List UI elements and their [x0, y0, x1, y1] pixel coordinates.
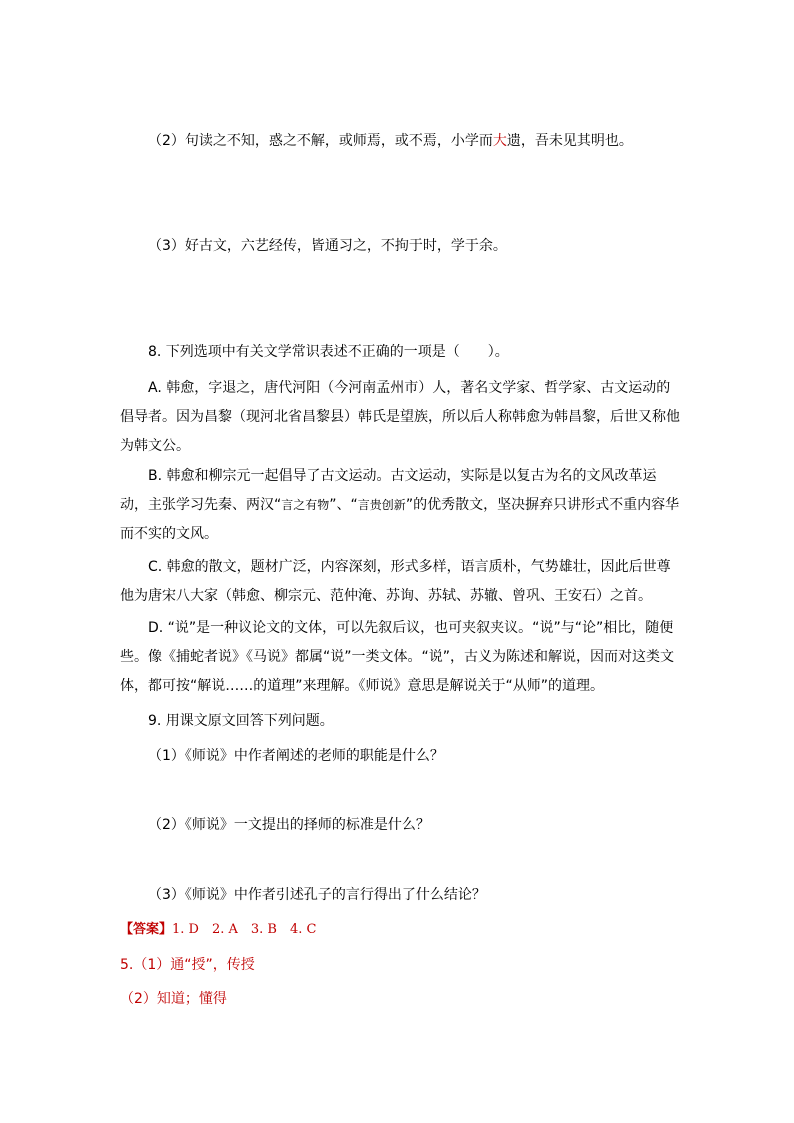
translate-sentence-3: （3）好古文，六艺经传，皆通习之，不拘于时，学于余。 [148, 238, 507, 254]
question-8-option-d: D. “说”是一种议论文的文体，可以先叙后议，也可夹叙夹议。“说”与“论”相比，随便些。像《捕蛇者说》《马说》都属“说”一类文体。“说”，古义为陈述和解说，因而对这类文体，都可按“解说……的道理”来理解。《师说》意思是解说关于“从师”的道理。 [120, 620, 675, 694]
translate-sentence-2: （2）句读之不知，惑之不解，或师焉，或不焉，小学而大遗，吾未见其明也。 [148, 133, 633, 149]
answer-label: 【答案】 [120, 922, 173, 937]
answer-5-2: （2）知道；懂得 [120, 991, 227, 1007]
answer-line [120, 920, 316, 940]
question-9-sub-3: （3）《师说》中作者引述孔子的言行得出了什么结论？ [148, 887, 486, 903]
highlight-char: 大 [492, 133, 507, 149]
question-8-option-c: C. 韩愈的散文，题材广泛，内容深刻，形式多样，语言质朴，气势雄壮，因此后世尊他为唐宋八大家（韩愈、柳宗元、范仲淹、苏询、苏轼、苏辙、曾巩、王安石）之首。 [120, 559, 671, 604]
answer-text: 1. D 2. A 3. B 4. C [172, 922, 317, 937]
answer-5-1: 5.（1）通“授”，传授 [120, 957, 255, 973]
question-8-option-a: A. 韩愈，字退之，唐代河阳（今河南孟州市）人，著名文学家、哲学家、古文运动的倡导者。因为昌黎（现河北省昌黎县）韩氏是望族，所以后人称韩愈为韩昌黎，后世又称他为韩文公。 [120, 380, 680, 454]
question-9-stem: 9. 用课文原文回答下列问题。 [148, 713, 334, 729]
question-8-option-b: B. 韩愈和柳宗元一起倡导了古文运动。古文运动，实际是以复古为名的文风改革运动，主张学习先秦、两汉“言之有物”、“言贵创新”的优秀散文，坚决摒弃只讲形式不重内容华而不实的文风。 [120, 468, 680, 542]
question-8-stem: 8. 下列选项中有关文学常识表述不正确的一项是（ ）。 [148, 344, 509, 360]
question-9-sub-2: （2）《师说》一文提出的择师的标准是什么？ [148, 817, 430, 833]
question-9-sub-1: （1）《师说》中作者阐述的老师的职能是什么？ [148, 748, 444, 764]
